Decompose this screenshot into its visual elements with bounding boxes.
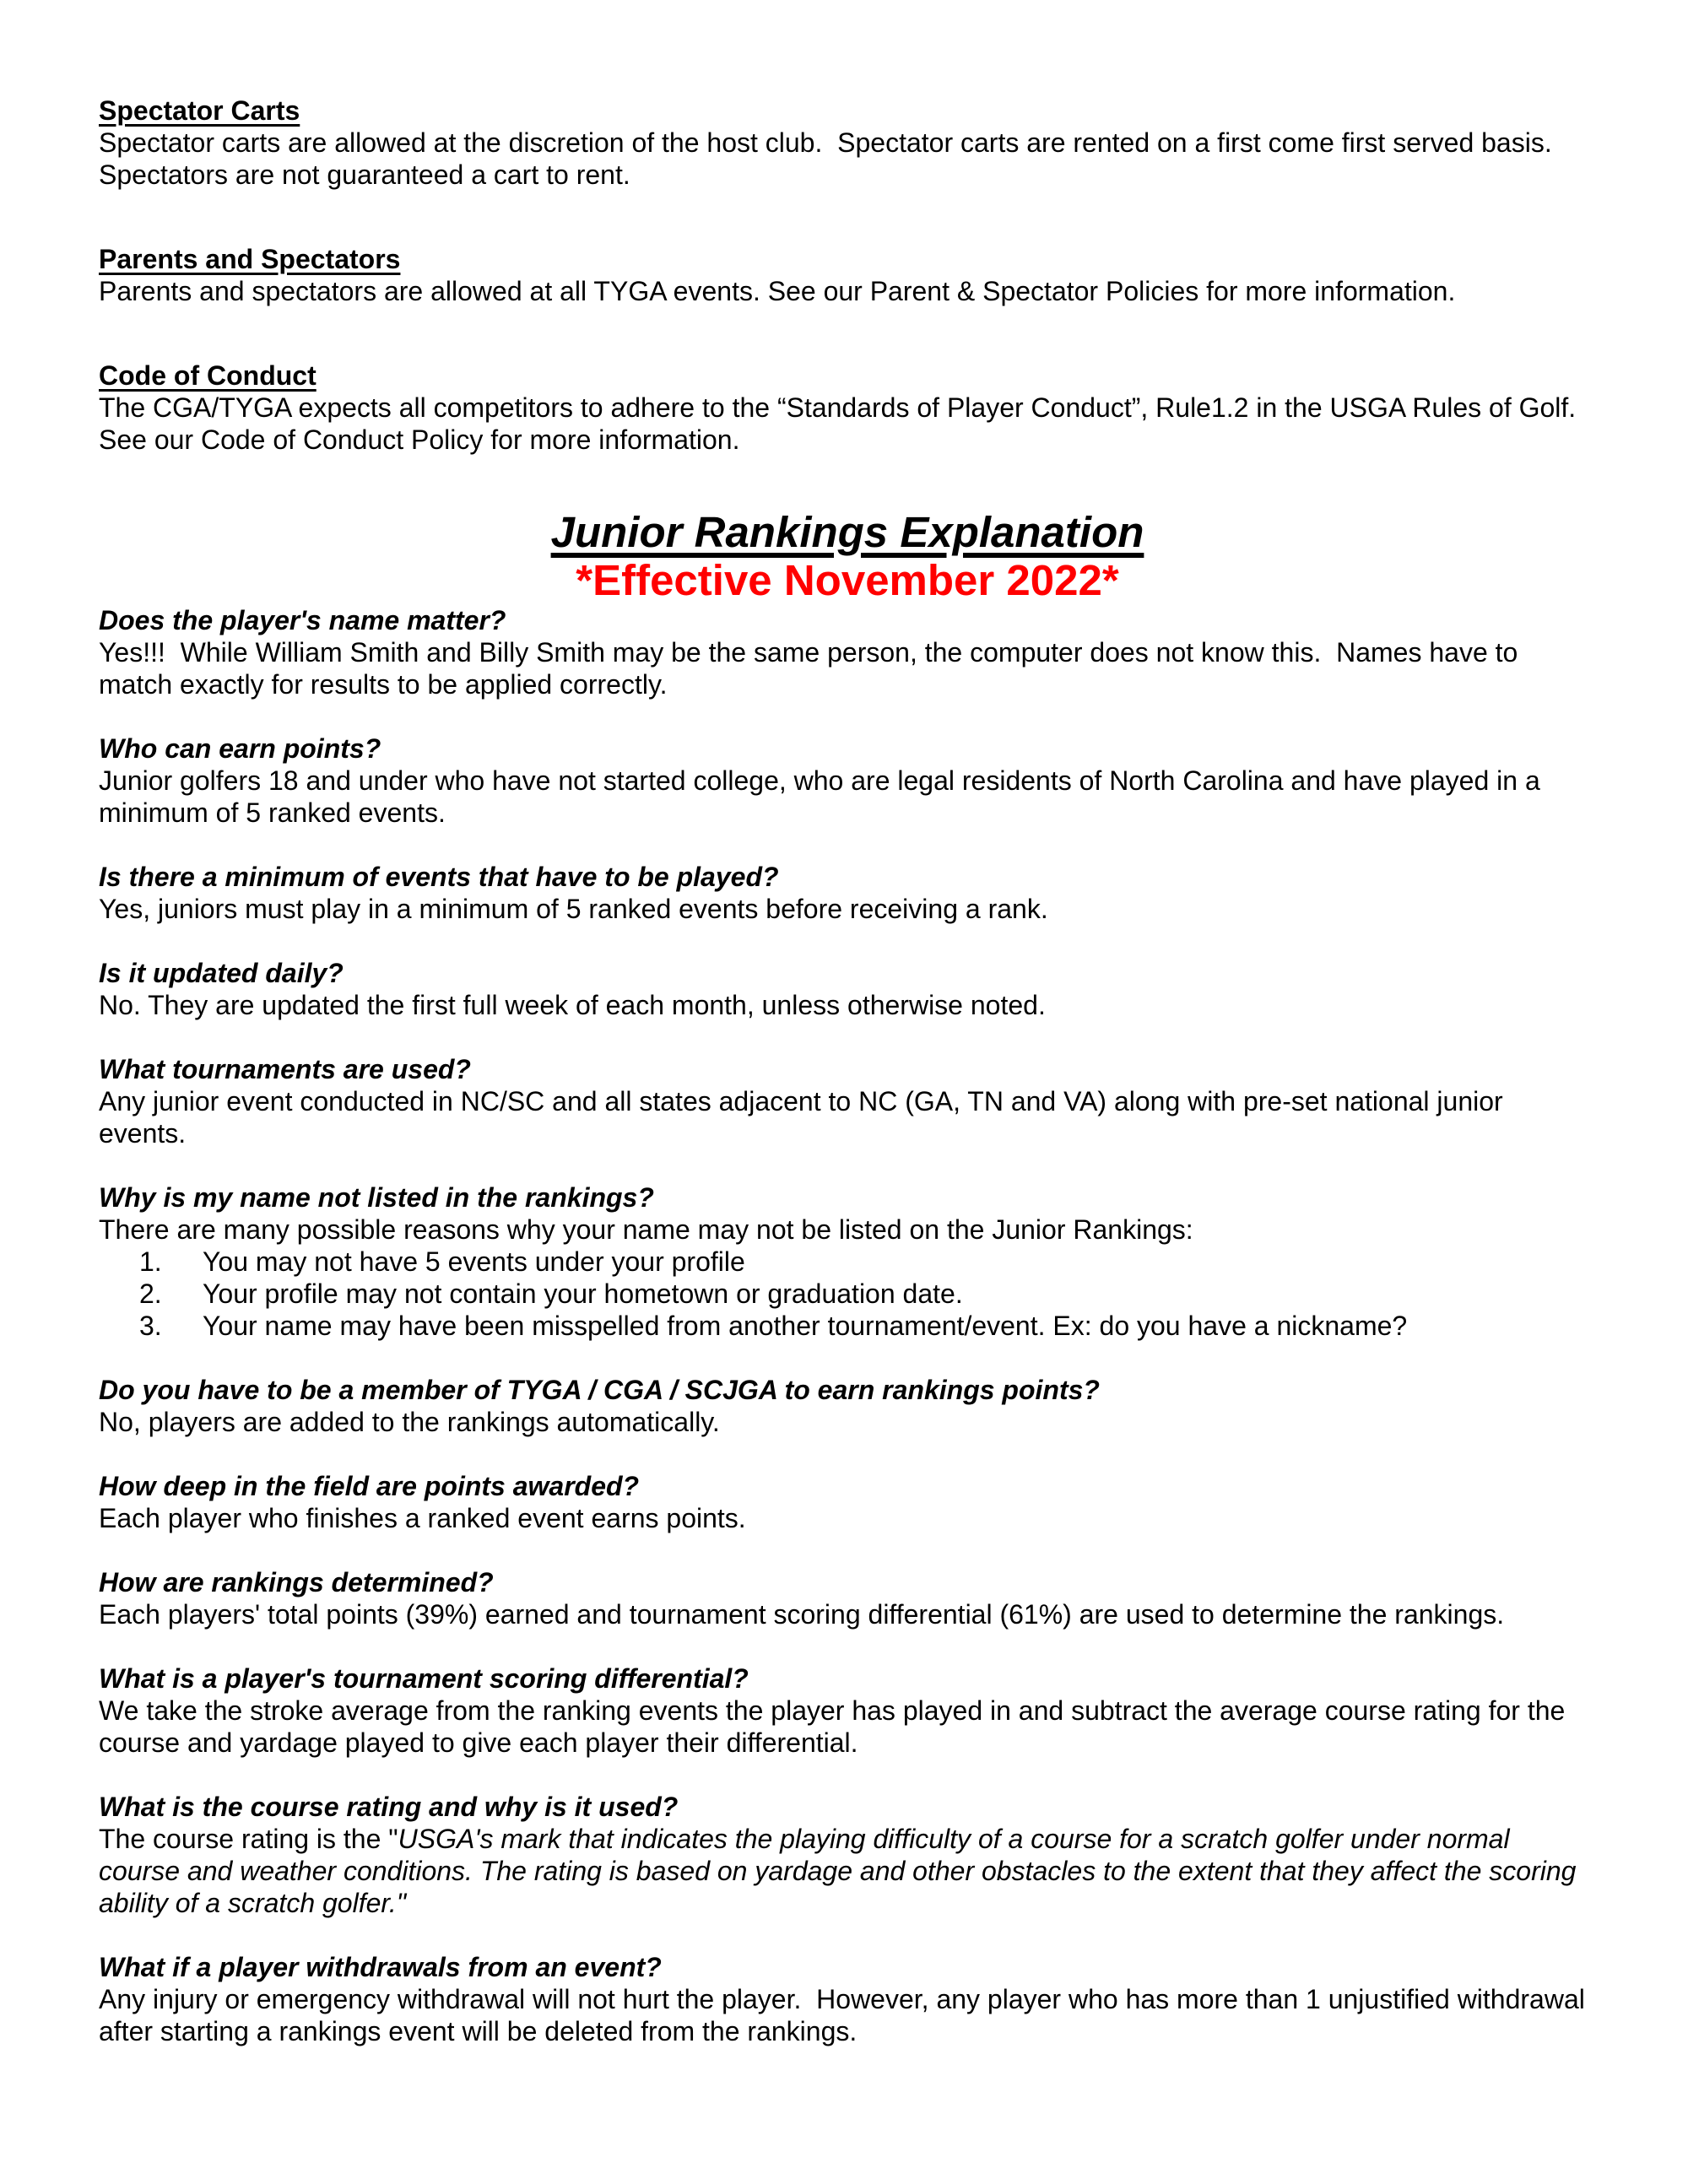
policy-section-code-of-conduct	[99, 359, 1596, 456]
qa-block-tournaments-used	[99, 1053, 1596, 1149]
reason-text: Your name may have been misspelled from another tournament/event. Ex: do you have a nickname?	[203, 1311, 1408, 1341]
qa-block-withdrawals	[99, 1951, 1596, 2047]
qa-question: Who can earn points?	[99, 733, 381, 764]
qa-block-minimum-events	[99, 861, 1596, 925]
qa-block-scoring-differential	[99, 1662, 1596, 1759]
qa-block-who-can-earn	[99, 733, 1596, 829]
reason-text: You may not have 5 events under your profile	[203, 1246, 745, 1277]
qa-question: Does the player's name matter?	[99, 605, 506, 635]
qa-question: Is it updated daily?	[99, 958, 344, 988]
qa-question: Why is my name not listed in the rankings?	[99, 1182, 654, 1213]
reason-item	[99, 1246, 1596, 1278]
qa-question: How are rankings determined?	[99, 1567, 494, 1597]
qa-answer: Yes, juniors must play in a minimum of 5 ranked events before receiving a rank.	[99, 894, 1048, 924]
section-body: Parents and spectators are allowed at all TYGA events. See our Parent & Spectator Policies for more information.	[99, 276, 1456, 306]
qa-block-rankings-determined	[99, 1566, 1596, 1630]
qa-answer: We take the stroke average from the ranking events the player has played in and subtract the average course rating for the course and yardage played to give each player their differential.	[99, 1695, 1573, 1758]
reason-number: 1.	[139, 1246, 162, 1277]
qa-question: Do you have to be a member of TYGA / CGA / SCJGA to earn rankings points?	[99, 1375, 1100, 1405]
qa-question: What if a player withdrawals from an event?	[99, 1952, 662, 1982]
qa-answer: Junior golfers 18 and under who have not started college, who are legal residents of North Carolina and have played in a minimum of 5 ranked events.	[99, 765, 1548, 828]
qa-question: How deep in the field are points awarded?	[99, 1471, 640, 1501]
qa-block-course-rating	[99, 1791, 1596, 1919]
reason-text: Your profile may not contain your hometown or graduation date.	[203, 1279, 963, 1309]
section-heading: Spectator Carts	[99, 95, 300, 126]
qa-block-membership	[99, 1374, 1596, 1438]
policy-section-spectator-carts	[99, 95, 1596, 191]
document-subtitle: *Effective November 2022*	[576, 556, 1119, 604]
qa-question: What tournaments are used?	[99, 1054, 471, 1084]
reason-item	[99, 1278, 1596, 1310]
qa-answer: No. They are updated the first full week of each month, unless otherwise noted.	[99, 990, 1046, 1020]
qa-answer: No, players are added to the rankings automatically.	[99, 1407, 720, 1437]
qa-question: Is there a minimum of events that have to be played?	[99, 862, 779, 892]
answer-quote: USGA's mark that indicates the playing difficulty of a course for a scratch golfer under normal course and weather conditions. The rating is based on yardage and other obstacles to the extent that they affect the scoring ability of a scratch golfer."	[99, 1824, 1584, 1918]
reasons-list	[99, 1246, 1596, 1342]
reason-number: 3.	[139, 1311, 162, 1341]
qa-answer: Yes!!! While William Smith and Billy Smith may be the same person, the computer does not know this. Names have to match exactly for results to be applied correctly.	[99, 637, 1526, 700]
reason-item	[99, 1310, 1596, 1342]
reason-number: 2.	[139, 1279, 162, 1309]
qa-block-updated-daily	[99, 957, 1596, 1021]
section-body: The CGA/TYGA expects all competitors to adhere to the “Standards of Player Conduct”, Rule1.2 in the USGA Rules of Golf. See our Code of Conduct Policy for more information.	[99, 392, 1584, 455]
qa-answer: Each player who finishes a ranked event earns points.	[99, 1503, 746, 1533]
qa-answer: Each players' total points (39%) earned and tournament scoring differential (61%) are used to determine the rankings.	[99, 1599, 1505, 1630]
answer-prefix: The course rating is the "	[99, 1824, 398, 1854]
section-heading: Code of Conduct	[99, 360, 316, 391]
section-heading: Parents and Spectators	[99, 244, 401, 274]
section-body: Spectator carts are allowed at the discretion of the host club. Spectator carts are rented on a first come first served basis. Spectators are not guaranteed a cart to rent.	[99, 127, 1560, 190]
qa-question: What is the course rating and why is it used?	[99, 1792, 679, 1822]
qa-question: What is a player's tournament scoring differential?	[99, 1663, 749, 1694]
qa-answer: There are many possible reasons why your name may not be listed on the Junior Rankings:	[99, 1214, 1193, 1245]
policy-section-parents-spectators	[99, 243, 1596, 307]
qa-answer: Any junior event conducted in NC/SC and all states adjacent to NC (GA, TN and VA) along with pre-set national junior events.	[99, 1086, 1511, 1149]
qa-answer: Any injury or emergency withdrawal will not hurt the player. However, any player who has more than 1 unjustified withdrawal after starting a rankings event will be deleted from the rankings.	[99, 1984, 1593, 2046]
qa-block-name-matter	[99, 604, 1596, 700]
qa-answer	[99, 1823, 1596, 1919]
document-title: Junior Rankings Explanation	[550, 508, 1144, 556]
qa-block-name-not-listed	[99, 1181, 1596, 1342]
qa-block-field-depth	[99, 1470, 1596, 1534]
